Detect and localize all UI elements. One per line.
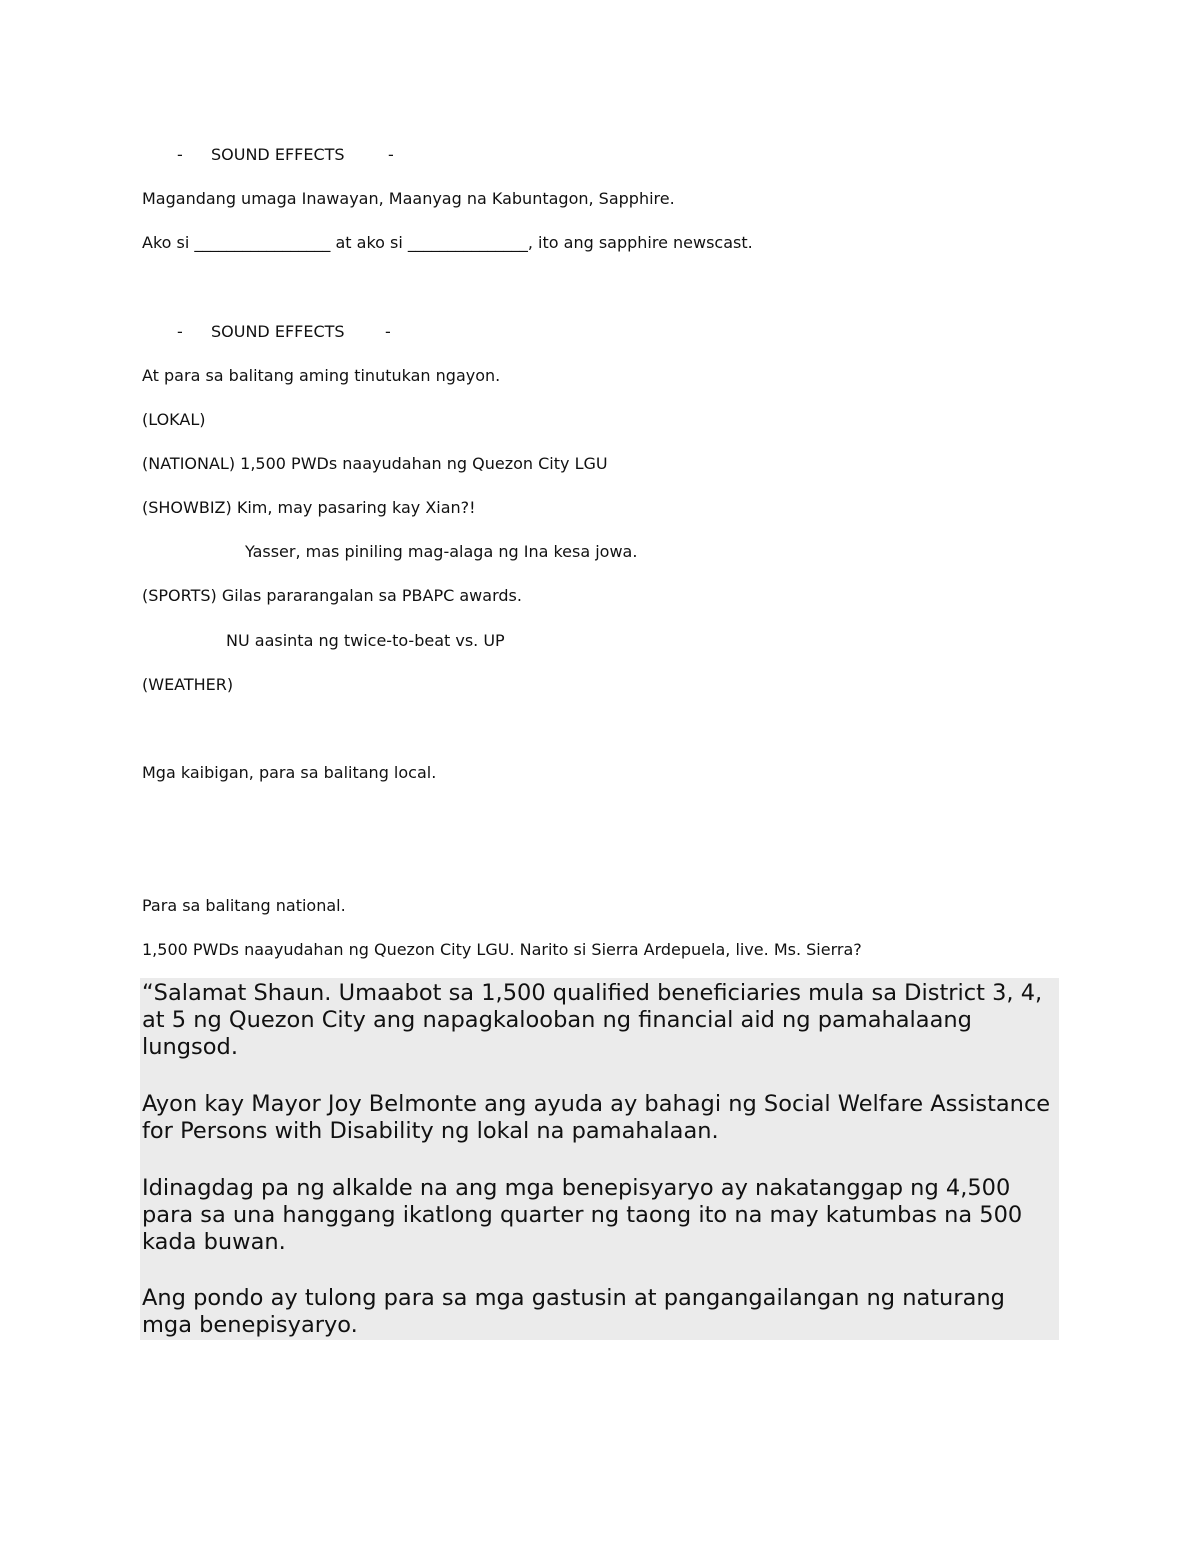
- reporter-quote-block: [140, 978, 1059, 1340]
- sfx-dash-right: -: [388, 145, 394, 164]
- national-news-lead: 1,500 PWDs naayudahan ng Quezon City LGU. Narito si Sierra Ardepuela, live. Ms. Sierra?: [142, 940, 862, 959]
- sfx-dash-left: -: [177, 145, 183, 164]
- sfx-dash-left: -: [177, 322, 183, 341]
- quote-paragraph-1: “Salamat Shaun. Umaabot sa 1,500 qualified beneficiaries mula sa District 3, 4, at 5 ng Quezon City ang napagkalooban ng financial aid ng pamahalaang lungsod.: [142, 980, 1043, 1060]
- anchor-intro-line: Ako si _________________ at ako si _______________, ito ang sapphire newscast.: [142, 233, 753, 252]
- headline-showbiz: (SHOWBIZ) Kim, may pasaring kay Xian?!: [142, 498, 476, 517]
- headline-sports-2: NU aasinta ng twice-to-beat vs. UP: [226, 631, 505, 650]
- quote-paragraph-4: Ang pondo ay tulong para sa mga gastusin at pangangailangan ng naturang mga benepisyaryo.: [142, 1285, 1005, 1338]
- headline-national: (NATIONAL) 1,500 PWDs naayudahan ng Quezon City LGU: [142, 454, 608, 473]
- sfx-label: SOUND EFFECTS: [211, 322, 345, 341]
- sfx-label: SOUND EFFECTS: [211, 145, 345, 164]
- quote-paragraph-3: Idinagdag pa ng alkalde na ang mga benepisyaryo ay nakatanggap ng 4,500 para sa una hanggang ikatlong quarter ng taong ito na may katumbas na 500 kada buwan.: [142, 1175, 1023, 1255]
- headline-lokal: (LOKAL): [142, 410, 206, 429]
- headlines-intro: At para sa balitang aming tinutukan ngayon.: [142, 366, 501, 385]
- local-news-intro: Mga kaibigan, para sa balitang local.: [142, 763, 437, 782]
- headline-weather: (WEATHER): [142, 675, 234, 694]
- greeting-line: Magandang umaga Inawayan, Maanyag na Kabuntagon, Sapphire.: [142, 189, 675, 208]
- sfx-dash-right: -: [385, 322, 391, 341]
- national-news-intro: Para sa balitang national.: [142, 896, 346, 915]
- quote-paragraph-2: Ayon kay Mayor Joy Belmonte ang ayuda ay bahagi ng Social Welfare Assistance for Persons with Disability ng lokal na pamahalaan.: [142, 1091, 1051, 1144]
- headline-sports: (SPORTS) Gilas pararangalan sa PBAPC awards.: [142, 586, 522, 605]
- headline-showbiz-2: Yasser, mas piniling mag-alaga ng Ina kesa jowa.: [245, 542, 638, 561]
